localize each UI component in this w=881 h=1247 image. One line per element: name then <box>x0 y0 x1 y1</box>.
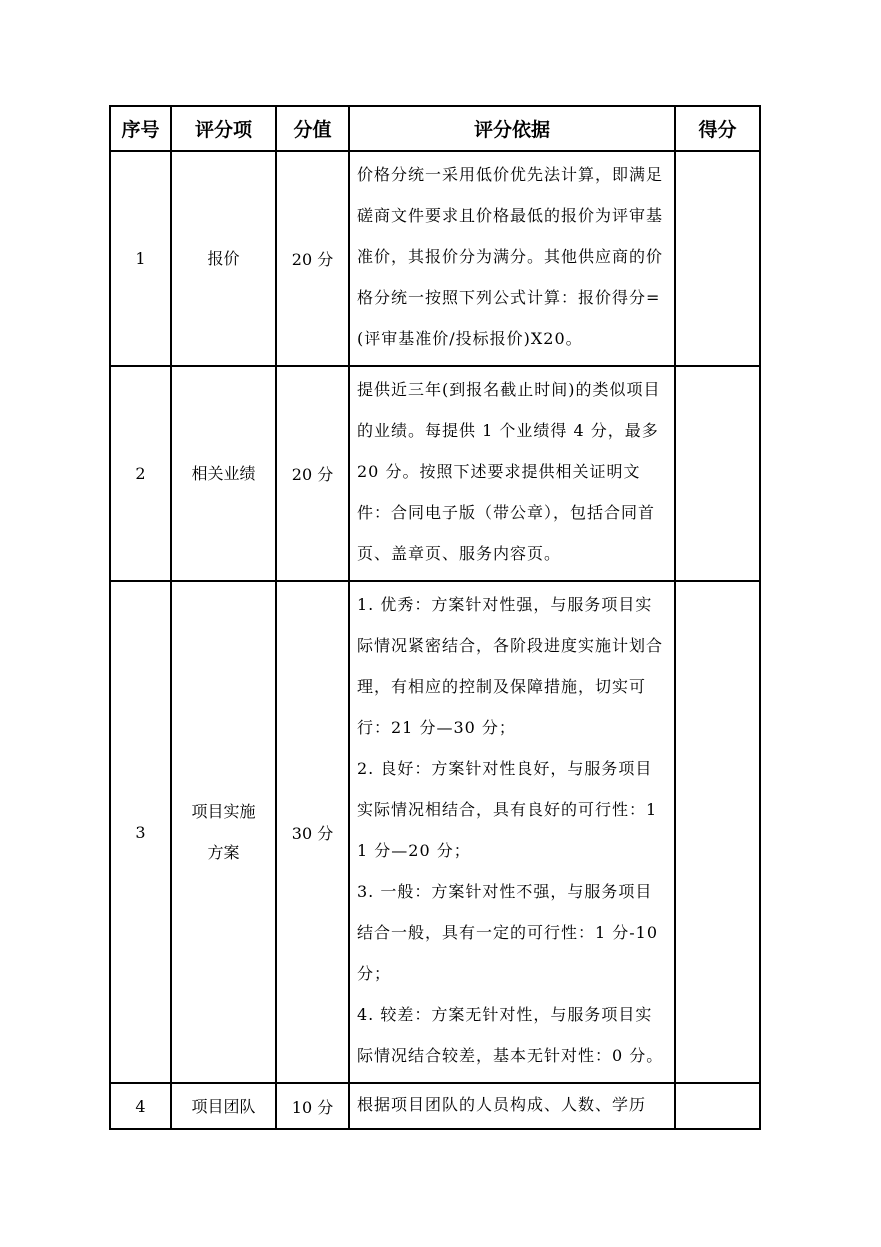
row-basis <box>349 366 675 581</box>
header-item: 评分项 <box>171 106 276 151</box>
header-row <box>110 106 760 151</box>
row-index: 3 <box>110 581 171 1083</box>
row-points: 20 分 <box>276 366 349 581</box>
row-item <box>171 151 276 366</box>
row-basis <box>349 581 675 1083</box>
header-points: 分值 <box>276 106 349 151</box>
row-score <box>675 581 760 1083</box>
criterion-good: 2. 良好：方案针对性良好，与服务项目实际情况相结合，具有良好的可行性：11 分—20 分； <box>357 759 658 860</box>
table-row <box>110 151 760 366</box>
row-points: 30 分 <box>276 581 349 1083</box>
criterion-excellent: 1. 优秀：方案针对性强，与服务项目实际情况紧密结合，各阶段进度实施计划合理，有相应的控制及保障措施，切实可行：21 分—30 分； <box>357 595 664 737</box>
row-basis <box>349 151 675 366</box>
basis-text: 提供近三年(到报名截止时间)的类似项目的业绩。每提供 1 个业绩得 4 分，最多 20 分。按照下述要求提供相关证明文件：合同电子版（带公章），包括合同首页、盖章页、服务内容页。 <box>357 380 661 563</box>
row-points: 10 分 <box>276 1083 349 1129</box>
row-item <box>171 581 276 1083</box>
criterion-fair: 3. 一般：方案针对性不强，与服务项目结合一般，具有一定的可行性：1 分-10 分； <box>357 882 659 983</box>
header-score: 得分 <box>675 106 760 151</box>
header-basis: 评分依据 <box>349 106 675 151</box>
row-score <box>675 1083 760 1129</box>
table-row <box>110 581 760 1083</box>
row-index: 2 <box>110 366 171 581</box>
row-item <box>171 1083 276 1129</box>
table-row <box>110 366 760 581</box>
row-basis <box>349 1083 675 1129</box>
row-item-line: 项目团队 <box>191 1096 256 1116</box>
table-row <box>110 1083 760 1129</box>
criterion-poor: 4. 较差：方案无针对性，与服务项目实际情况结合较差，基本无针对性：0 分。 <box>357 1005 664 1065</box>
row-item <box>171 366 276 581</box>
scoring-table <box>109 105 761 1130</box>
row-score <box>675 151 760 366</box>
row-points: 20 分 <box>276 151 349 366</box>
row-item-line: 项目实施 <box>191 802 256 821</box>
row-item-line: 相关业绩 <box>191 464 256 483</box>
row-score <box>675 366 760 581</box>
basis-text: 根据项目团队的人员构成、人数、学历 <box>357 1095 647 1114</box>
row-index: 4 <box>110 1083 171 1129</box>
basis-text: 价格分统一采用低价优先法计算，即满足磋商文件要求且价格最低的报价为评审基准价，其报价分为满分。其他供应商的价格分统一按照下列公式计算：报价得分=(评审基准价/投标报价)X20。 <box>357 165 664 348</box>
row-item-line: 报价 <box>207 249 240 268</box>
header-index: 序号 <box>110 106 171 151</box>
row-item-line: 方案 <box>207 843 240 862</box>
row-index: 1 <box>110 151 171 366</box>
